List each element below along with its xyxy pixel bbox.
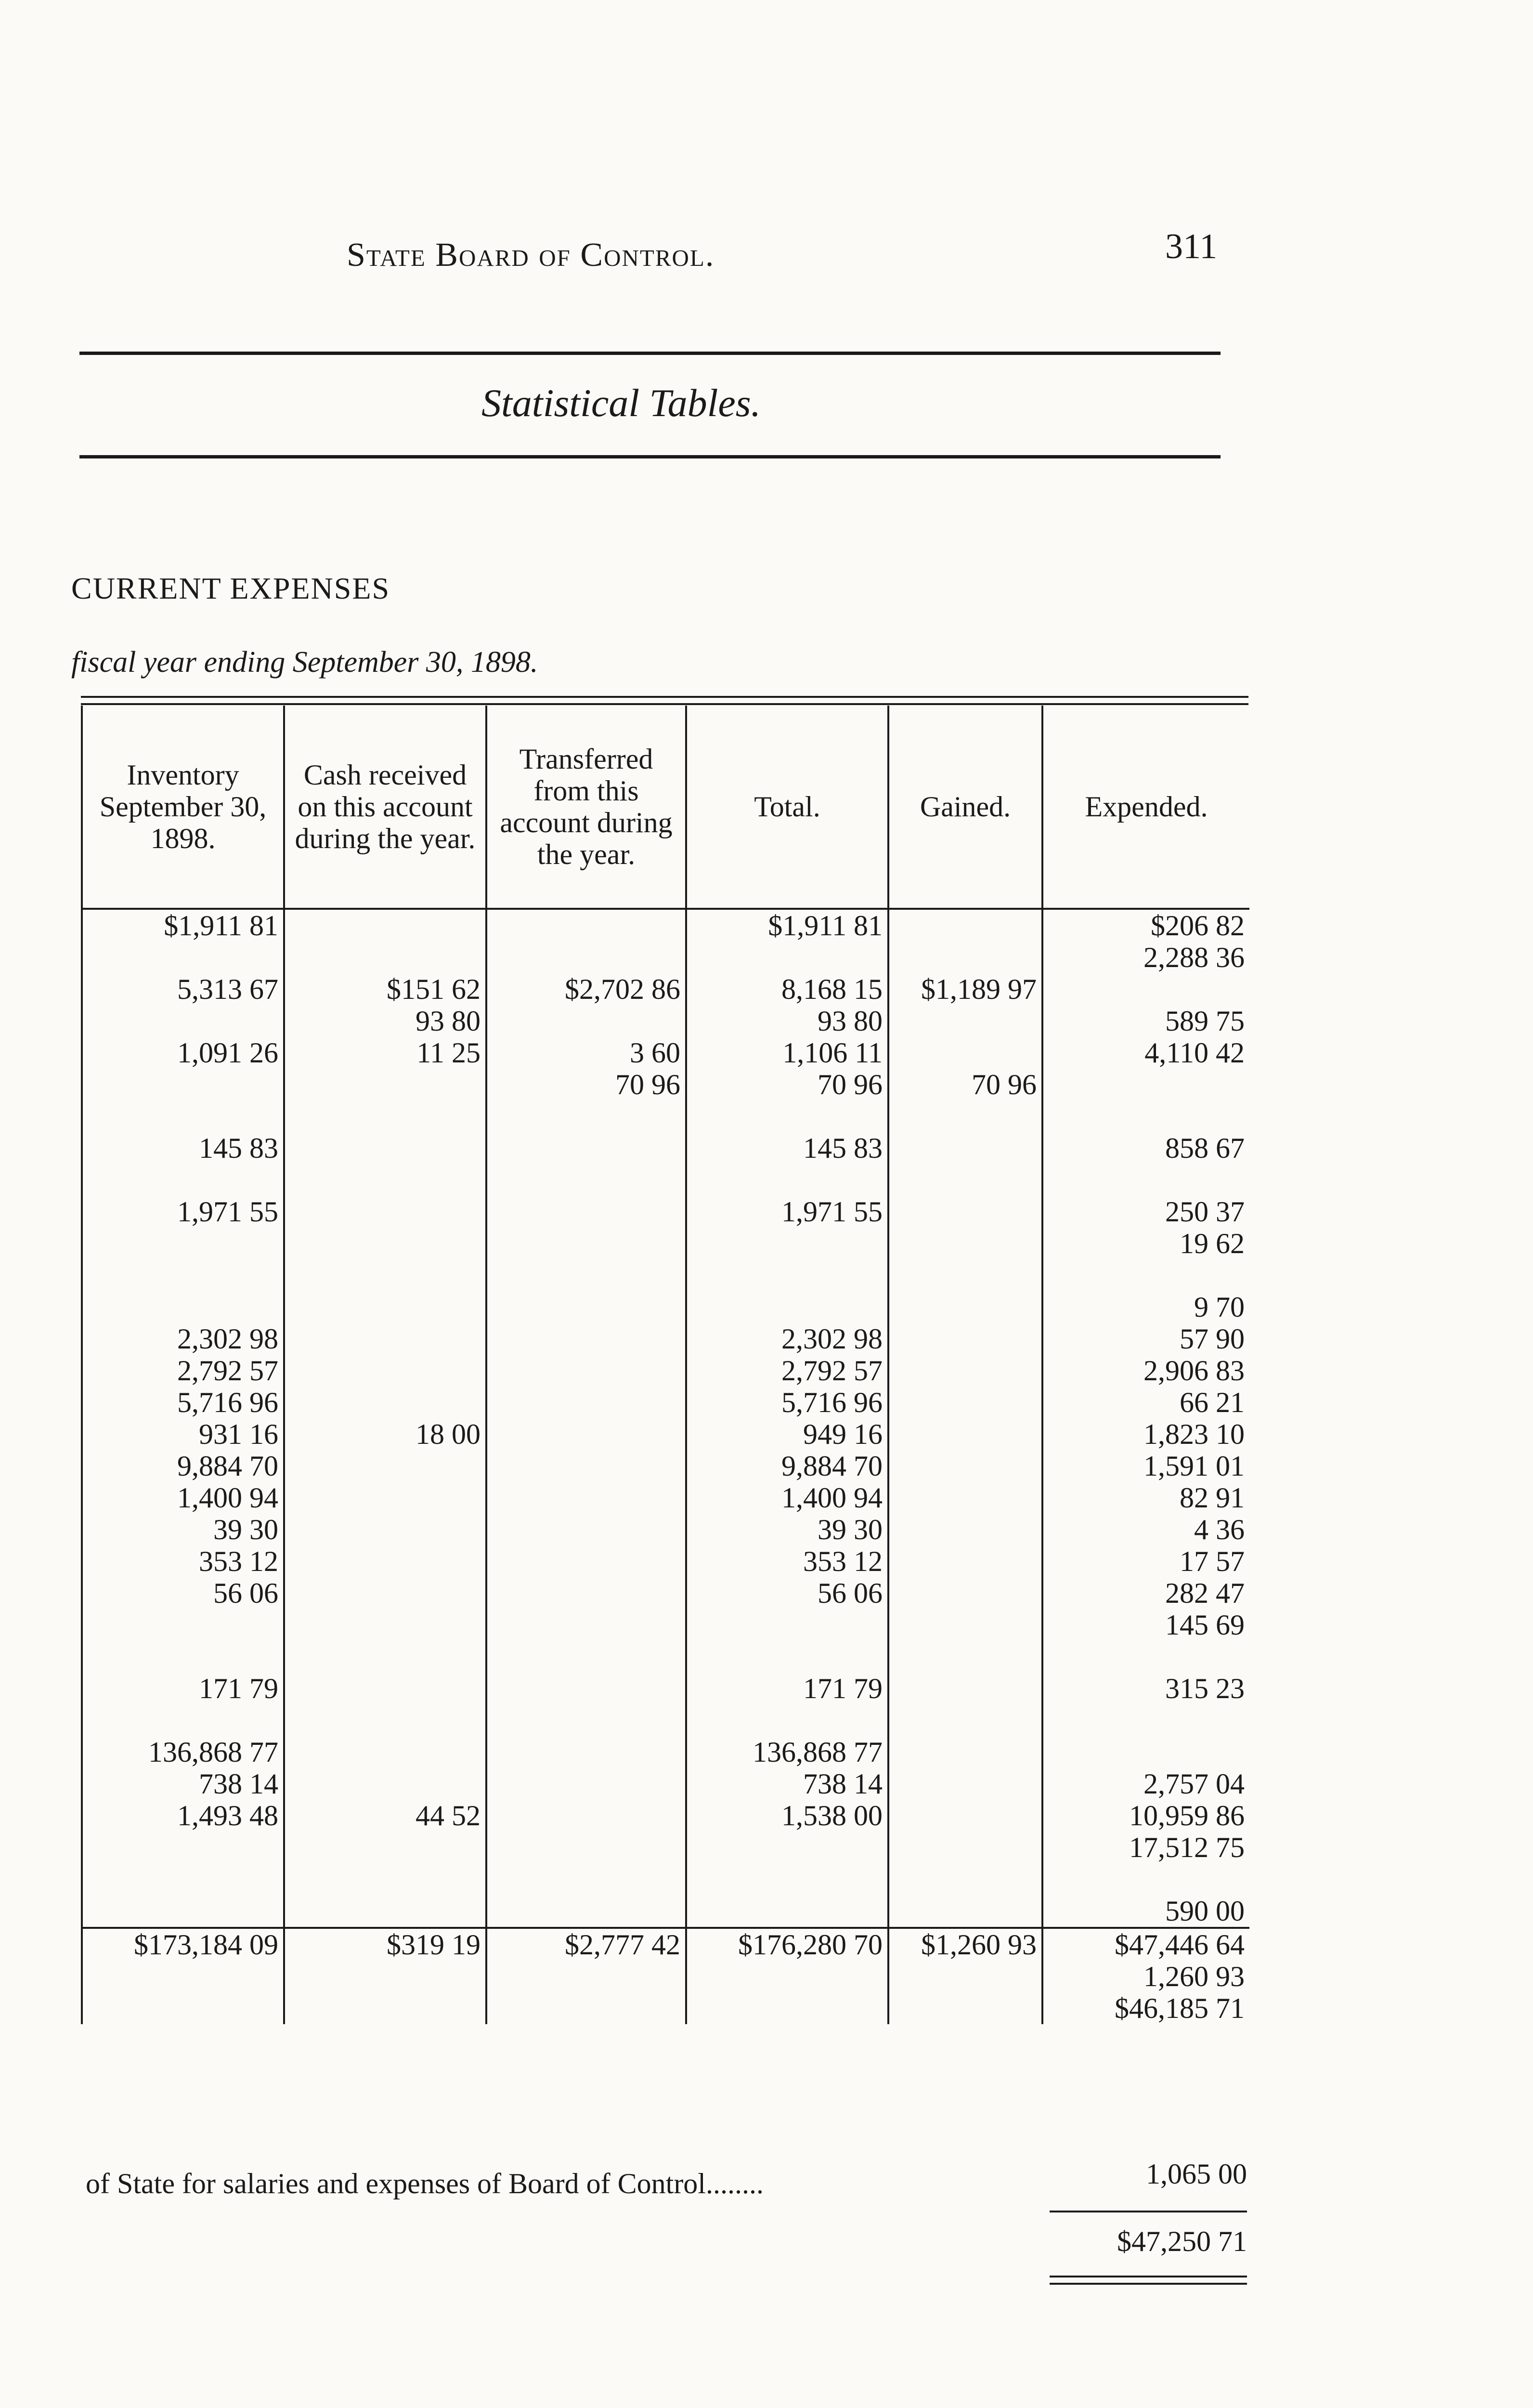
cell-total xyxy=(686,1228,888,1259)
cell-total: 8,168 15 xyxy=(686,973,888,1005)
cell-cash-received xyxy=(284,1609,486,1641)
cell-expended xyxy=(1042,1736,1249,1768)
footer-line-value: 1,065 00 xyxy=(1146,2158,1247,2190)
col-header-expended: Expended. xyxy=(1042,706,1249,909)
table-row xyxy=(82,1863,1249,1895)
cell-total: 70 96 xyxy=(686,1069,888,1100)
cell-cash-received xyxy=(284,1673,486,1704)
table-row xyxy=(82,1259,1249,1291)
table-row xyxy=(82,1323,1249,1355)
cell-cash-received: $319 19 xyxy=(284,1928,486,1961)
cell-expended: 315 23 xyxy=(1165,1673,1245,1704)
table-row xyxy=(82,973,1249,1005)
cell-expended: 17,512 75 xyxy=(1129,1832,1245,1863)
cell-total xyxy=(686,1291,888,1323)
cell-expended: 2,288 36 xyxy=(1143,942,1245,973)
table-row xyxy=(82,1450,1249,1482)
table-row xyxy=(82,1514,1249,1545)
table-heading: CURRENT EXPENSES xyxy=(71,571,390,605)
cell-expended: 19 62 xyxy=(1180,1228,1245,1259)
cell-gained xyxy=(888,1863,1042,1895)
cell-inventory xyxy=(82,1100,284,1132)
cell-expended: 9 70 xyxy=(1194,1291,1245,1323)
cell-inventory xyxy=(82,1704,284,1736)
cell-gained xyxy=(888,1355,1042,1387)
cell-total xyxy=(686,942,888,973)
cell-transferred xyxy=(486,942,686,973)
cell-cash-received xyxy=(284,1641,486,1673)
cell-transferred xyxy=(486,1450,686,1482)
cell-expended xyxy=(1042,1100,1249,1132)
cell-gained xyxy=(888,1992,1042,2024)
table-row xyxy=(82,1673,1249,1704)
cell-transferred xyxy=(486,1291,686,1323)
cell-expended: 145 69 xyxy=(1165,1609,1245,1641)
cell-gained: $1,260 93 xyxy=(888,1928,1042,1961)
table-row xyxy=(82,1577,1249,1609)
cell-total: 9,884 70 xyxy=(686,1450,888,1482)
cell-cash-received: $151 62 xyxy=(284,973,486,1005)
cell-cash-received xyxy=(284,1736,486,1768)
table-row xyxy=(82,942,1249,973)
cell-total: 738 14 xyxy=(686,1768,888,1800)
cell-gained xyxy=(888,1673,1042,1704)
cell-gained xyxy=(888,1450,1042,1482)
table-row xyxy=(82,1895,1249,1928)
cell-expended: 4 36 xyxy=(1194,1514,1245,1545)
current-expenses-table xyxy=(81,706,1249,2024)
cell-transferred: $2,777 42 xyxy=(486,1928,686,1961)
cell-inventory xyxy=(82,1832,284,1863)
cell-transferred xyxy=(486,1100,686,1132)
col-header-cash-received: Cash received on this account during the year. xyxy=(284,706,486,909)
cell-expended: 282 47 xyxy=(1165,1577,1245,1609)
cell-expended: $46,185 71 xyxy=(1115,1992,1245,2024)
table-row xyxy=(82,1387,1249,1418)
cell-transferred xyxy=(486,1895,686,1928)
page-number: 311 xyxy=(1165,227,1218,266)
cell-gained xyxy=(888,1641,1042,1673)
cell-expended: 82 91 xyxy=(1180,1482,1245,1514)
cell-inventory: 5,716 96 xyxy=(82,1387,284,1418)
cell-inventory: 56 06 xyxy=(82,1577,284,1609)
cell-cash-received xyxy=(284,1355,486,1387)
table-row xyxy=(82,909,1249,942)
cell-expended xyxy=(1042,1259,1249,1291)
cell-cash-received: 11 25 xyxy=(284,1037,486,1069)
cell-inventory xyxy=(82,1291,284,1323)
cell-expended xyxy=(1042,973,1249,1005)
cell-gained xyxy=(888,1768,1042,1800)
cell-expended: $47,446 64 xyxy=(1042,1928,1249,1961)
cell-inventory xyxy=(82,1609,284,1641)
cell-gained xyxy=(888,1323,1042,1355)
cell-expended: 250 37 xyxy=(1165,1196,1245,1228)
cell-total: 56 06 xyxy=(686,1577,888,1609)
cell-expended: 1,260 93 xyxy=(1143,1961,1245,1992)
cell-cash-received: 18 00 xyxy=(284,1418,486,1450)
cell-gained xyxy=(888,1514,1042,1545)
cell-gained xyxy=(888,1037,1042,1069)
cell-total: 353 12 xyxy=(686,1545,888,1577)
cell-transferred xyxy=(486,1768,686,1800)
cell-cash-received xyxy=(284,1259,486,1291)
table-row xyxy=(82,1545,1249,1577)
cell-transferred xyxy=(486,1387,686,1418)
cell-expended: 2,757 04 xyxy=(1143,1768,1245,1800)
table-row xyxy=(82,1005,1249,1037)
cell-inventory xyxy=(82,1895,284,1928)
cell-transferred xyxy=(486,1704,686,1736)
cell-total xyxy=(686,1863,888,1895)
cell-inventory: $1,911 81 xyxy=(82,909,284,942)
cell-inventory xyxy=(82,1992,284,2024)
cell-transferred xyxy=(486,1228,686,1259)
cell-total: 1,106 11 xyxy=(686,1037,888,1069)
cell-inventory: $173,184 09 xyxy=(82,1928,284,1961)
cell-expended xyxy=(1042,1641,1249,1673)
cell-gained xyxy=(888,1164,1042,1196)
cell-total: $1,911 81 xyxy=(686,909,888,942)
cell-gained: $1,189 97 xyxy=(888,973,1042,1005)
cell-inventory: 353 12 xyxy=(82,1545,284,1577)
cell-expended: 1,823 10 xyxy=(1143,1418,1245,1450)
cell-cash-received xyxy=(284,1577,486,1609)
cell-cash-received xyxy=(284,1100,486,1132)
cell-inventory: 136,868 77 xyxy=(82,1736,284,1768)
table-row xyxy=(82,1768,1249,1800)
cell-expended xyxy=(1042,1164,1249,1196)
table-row xyxy=(82,1418,1249,1450)
footer-line-text: of State for salaries and expenses of Board of Control xyxy=(86,2168,706,2199)
cell-transferred xyxy=(486,1832,686,1863)
cell-gained xyxy=(888,1196,1042,1228)
cell-gained xyxy=(888,1418,1042,1450)
cell-transferred xyxy=(486,1005,686,1037)
cell-transferred xyxy=(486,1545,686,1577)
table-row xyxy=(82,1736,1249,1768)
cell-gained xyxy=(888,1800,1042,1832)
cell-total xyxy=(686,1961,888,1992)
cell-inventory: 2,792 57 xyxy=(82,1355,284,1387)
cell-gained xyxy=(888,1259,1042,1291)
cell-transferred xyxy=(486,1992,686,2024)
cell-transferred xyxy=(486,1673,686,1704)
cell-inventory: 5,313 67 xyxy=(82,973,284,1005)
cell-cash-received xyxy=(284,1768,486,1800)
cell-cash-received xyxy=(284,1961,486,1992)
cell-transferred: 70 96 xyxy=(486,1069,686,1100)
cell-cash-received: 44 52 xyxy=(284,1800,486,1832)
cell-cash-received xyxy=(284,1895,486,1928)
cell-transferred: $2,702 86 xyxy=(486,973,686,1005)
cell-total xyxy=(686,1164,888,1196)
cell-gained xyxy=(888,1545,1042,1577)
totals-row xyxy=(82,1928,1249,1961)
col-header-total: Total. xyxy=(686,706,888,909)
table-subheading: fiscal year ending September 30, 1898. xyxy=(71,646,538,679)
cell-gained xyxy=(888,1609,1042,1641)
cell-gained xyxy=(888,1961,1042,1992)
cell-transferred xyxy=(486,1736,686,1768)
cell-transferred xyxy=(486,1196,686,1228)
cell-inventory: 145 83 xyxy=(82,1132,284,1164)
cell-expended: 66 21 xyxy=(1180,1387,1245,1418)
cell-gained xyxy=(888,1132,1042,1164)
cell-transferred xyxy=(486,1482,686,1514)
table-row xyxy=(82,1291,1249,1323)
cell-cash-received xyxy=(284,1704,486,1736)
cell-cash-received xyxy=(284,1514,486,1545)
cell-cash-received xyxy=(284,1196,486,1228)
cell-cash-received xyxy=(284,1482,486,1514)
table-header-row xyxy=(82,706,1249,909)
table-row xyxy=(82,1609,1249,1641)
cell-gained xyxy=(888,1482,1042,1514)
cell-inventory xyxy=(82,1005,284,1037)
cell-transferred xyxy=(486,1418,686,1450)
cell-inventory: 738 14 xyxy=(82,1768,284,1800)
cell-gained xyxy=(888,1832,1042,1863)
cell-cash-received xyxy=(284,1291,486,1323)
cell-inventory xyxy=(82,1069,284,1100)
cell-expended: 2,906 83 xyxy=(1143,1355,1245,1387)
cell-gained xyxy=(888,1704,1042,1736)
cell-inventory: 9,884 70 xyxy=(82,1450,284,1482)
cell-total: 949 16 xyxy=(686,1418,888,1450)
cell-total xyxy=(686,1100,888,1132)
footer-line xyxy=(86,2167,764,2200)
table-row xyxy=(82,1641,1249,1673)
cell-transferred xyxy=(486,1641,686,1673)
table-row xyxy=(82,1355,1249,1387)
cell-transferred xyxy=(486,1164,686,1196)
table-top-rule-2 xyxy=(81,703,1248,705)
table-row xyxy=(82,1228,1249,1259)
cell-expended: 17 57 xyxy=(1180,1545,1245,1577)
cell-total xyxy=(686,1609,888,1641)
cell-transferred xyxy=(486,1800,686,1832)
cell-total: 39 30 xyxy=(686,1514,888,1545)
cell-expended: 590 00 xyxy=(1165,1895,1245,1927)
cell-transferred xyxy=(486,909,686,942)
cell-transferred xyxy=(486,1355,686,1387)
cell-total xyxy=(686,1259,888,1291)
cell-total: 2,302 98 xyxy=(686,1323,888,1355)
table-row xyxy=(82,1800,1249,1832)
cell-inventory: 1,091 26 xyxy=(82,1037,284,1069)
cell-cash-received xyxy=(284,1132,486,1164)
cell-expended xyxy=(1042,1704,1249,1736)
grand-total: $47,250 71 xyxy=(1117,2225,1247,2257)
cell-gained xyxy=(888,909,1042,942)
table-top-rule-1 xyxy=(81,696,1248,698)
cell-transferred xyxy=(486,1863,686,1895)
cell-inventory: 931 16 xyxy=(82,1418,284,1450)
table-row xyxy=(82,1196,1249,1228)
cell-total: 136,868 77 xyxy=(686,1736,888,1768)
cell-cash-received xyxy=(284,1863,486,1895)
col-header-transferred: Transferred from this account during the year. xyxy=(486,706,686,909)
cell-total xyxy=(686,1832,888,1863)
cell-cash-received xyxy=(284,1323,486,1355)
cell-inventory: 1,493 48 xyxy=(82,1800,284,1832)
cell-expended: 4,110 42 xyxy=(1144,1037,1245,1069)
cell-expended xyxy=(1042,1863,1249,1895)
cell-total: 2,792 57 xyxy=(686,1355,888,1387)
cell-total: 93 80 xyxy=(686,1005,888,1037)
cell-cash-received xyxy=(284,1069,486,1100)
table-row xyxy=(82,1704,1249,1736)
col-header-gained: Gained. xyxy=(888,706,1042,909)
cell-total xyxy=(686,1992,888,2024)
cell-total xyxy=(686,1641,888,1673)
cell-gained xyxy=(888,1895,1042,1928)
cell-total: 1,538 00 xyxy=(686,1800,888,1832)
cell-gained xyxy=(888,1577,1042,1609)
cell-cash-received xyxy=(284,909,486,942)
top-rule xyxy=(79,352,1221,355)
cell-inventory xyxy=(82,942,284,973)
cell-gained xyxy=(888,1005,1042,1037)
cell-inventory: 171 79 xyxy=(82,1673,284,1704)
table-row xyxy=(82,1832,1249,1863)
cell-total: 1,400 94 xyxy=(686,1482,888,1514)
cell-expended: $206 82 xyxy=(1151,910,1245,942)
cell-total xyxy=(686,1704,888,1736)
cell-inventory: 1,400 94 xyxy=(82,1482,284,1514)
cell-total xyxy=(686,1895,888,1928)
grand-total-rule xyxy=(1050,2211,1247,2212)
cell-cash-received xyxy=(284,1387,486,1418)
cell-inventory xyxy=(82,1164,284,1196)
table-row xyxy=(82,1482,1249,1514)
cell-expended: 858 67 xyxy=(1165,1132,1245,1164)
cell-total: 1,971 55 xyxy=(686,1196,888,1228)
cell-transferred xyxy=(486,1323,686,1355)
cell-inventory xyxy=(82,1259,284,1291)
cell-transferred xyxy=(486,1577,686,1609)
cell-gained xyxy=(888,1736,1042,1768)
cell-expended: 1,591 01 xyxy=(1143,1450,1245,1482)
cell-expended xyxy=(1042,1069,1249,1100)
cell-total: 5,716 96 xyxy=(686,1387,888,1418)
cell-transferred: 3 60 xyxy=(486,1037,686,1069)
cell-cash-received xyxy=(284,1228,486,1259)
grand-total-double-rule-1 xyxy=(1050,2276,1247,2277)
col-header-inventory: Inventory September 30, 1898. xyxy=(82,706,284,909)
cell-expended: 57 90 xyxy=(1180,1323,1245,1355)
table-row xyxy=(82,1069,1249,1100)
cell-gained xyxy=(888,1387,1042,1418)
cell-cash-received xyxy=(284,1164,486,1196)
cell-total: $176,280 70 xyxy=(686,1928,888,1961)
section-title: Statistical Tables. xyxy=(481,381,761,425)
cell-transferred xyxy=(486,1132,686,1164)
grand-total-double-rule-2 xyxy=(1050,2283,1247,2285)
cell-inventory xyxy=(82,1228,284,1259)
cell-cash-received xyxy=(284,1450,486,1482)
cell-transferred xyxy=(486,1609,686,1641)
cell-expended: 10,959 86 xyxy=(1129,1800,1245,1832)
table-row xyxy=(82,1961,1249,1992)
cell-gained: 70 96 xyxy=(888,1069,1042,1100)
cell-total: 145 83 xyxy=(686,1132,888,1164)
cell-inventory: 39 30 xyxy=(82,1514,284,1545)
cell-total: 171 79 xyxy=(686,1673,888,1704)
cell-transferred xyxy=(486,1259,686,1291)
table-row xyxy=(82,1037,1249,1069)
cell-transferred xyxy=(486,1961,686,1992)
section-rule xyxy=(79,455,1221,458)
table-row xyxy=(82,1100,1249,1132)
cell-gained xyxy=(888,1100,1042,1132)
cell-cash-received: 93 80 xyxy=(284,1005,486,1037)
table-body xyxy=(82,909,1249,2024)
cell-gained xyxy=(888,1291,1042,1323)
cell-inventory xyxy=(82,1863,284,1895)
table-row xyxy=(82,1132,1249,1164)
cell-inventory: 2,302 98 xyxy=(82,1323,284,1355)
cell-expended: 589 75 xyxy=(1165,1005,1245,1037)
cell-gained xyxy=(888,942,1042,973)
cell-inventory: 1,971 55 xyxy=(82,1196,284,1228)
cell-cash-received xyxy=(284,942,486,973)
cell-inventory xyxy=(82,1961,284,1992)
cell-gained xyxy=(888,1228,1042,1259)
cell-inventory xyxy=(82,1641,284,1673)
cell-cash-received xyxy=(284,1545,486,1577)
running-head: State Board of Control. xyxy=(347,236,715,274)
cell-cash-received xyxy=(284,1832,486,1863)
footer-leader: ........ xyxy=(705,2168,764,2199)
table-row xyxy=(82,1164,1249,1196)
cell-transferred xyxy=(486,1514,686,1545)
cell-cash-received xyxy=(284,1992,486,2024)
table-row xyxy=(82,1992,1249,2024)
